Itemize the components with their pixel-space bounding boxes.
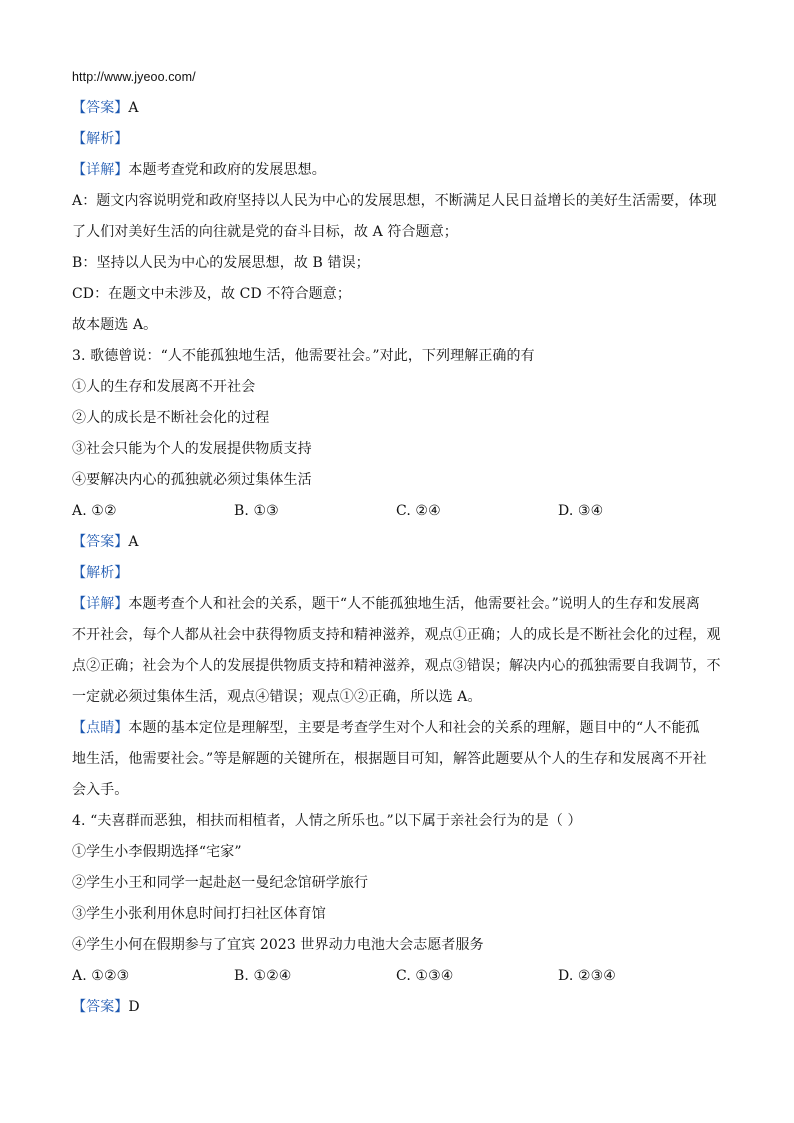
q3-comment-line-3: 会入手。	[72, 782, 129, 798]
q2-option-a-explanation-2: 了人们对美好生活的向往就是党的奋斗目标，故 A 符合题意；	[72, 224, 458, 240]
q3-option-b: B. ①③	[234, 503, 279, 519]
q2-answer-line	[72, 93, 724, 124]
q2-detail-line	[72, 155, 724, 186]
detail-tag: 【详解】	[72, 596, 129, 612]
answer-tag: 【答案】	[72, 534, 129, 550]
q4-item-4: ④学生小何在假期参与了宜宾 2023 世界动力电池大会志愿者服务	[72, 937, 484, 953]
detail-tag: 【详解】	[72, 162, 129, 178]
comment-text: 本题的基本定位是理解型，主要是考查学生对个人和社会的关系的理解，题目中的“人不能孤	[128, 720, 700, 736]
q4-stem: 4. “夫喜群而恶独，相扶而相植者，人情之所乐也。”以下属于亲社会行为的是（ ）	[72, 813, 582, 829]
q3-analysis-line	[72, 558, 724, 589]
q3-comment-line-2: 地生活，他需要社会。”等是解题的关键所在，根据题目可知，解答此题要从个人的生存和发展离不开社	[72, 751, 707, 767]
q4-answer-line	[72, 992, 724, 1023]
q4-option-b: B. ①②④	[234, 968, 292, 984]
q2-analysis-line	[72, 124, 724, 155]
q3-option-d: D. ③④	[558, 503, 604, 519]
detail-text: 本题考查党和政府的发展思想。	[128, 162, 326, 178]
answer-value: D	[128, 999, 140, 1015]
q4-option-a: A. ①②③	[72, 968, 130, 984]
q3-detail-line-1	[72, 589, 724, 620]
q3-options	[72, 496, 724, 527]
q4-item-1: ①学生小李假期选择“宅家”	[72, 844, 242, 860]
q4-item-2: ②学生小王和同学一起赴赵一曼纪念馆研学旅行	[72, 875, 369, 891]
q3-answer-line	[72, 527, 724, 558]
comment-tag: 【点睛】	[72, 720, 129, 736]
answer-tag: 【答案】	[72, 999, 129, 1015]
q4-option-c: C. ①③④	[396, 968, 454, 984]
q2-option-cd-explanation: CD：在题文中未涉及，故 CD 不符合题意；	[72, 286, 351, 302]
answer-tag: 【答案】	[72, 100, 129, 116]
detail-text: 本题考查个人和社会的关系，题干“人不能孤独地生活，他需要社会。”说明人的生存和发展离	[128, 596, 700, 612]
analysis-tag: 【解析】	[72, 131, 129, 147]
q4-options	[72, 961, 724, 992]
answer-value: A	[128, 100, 139, 116]
q3-option-a: A. ①②	[72, 503, 117, 519]
q3-item-3: ③社会只能为个人的发展提供物质支持	[72, 441, 312, 457]
q3-comment-line-1	[72, 713, 724, 744]
answer-value: A	[128, 534, 139, 550]
q3-detail-line-2: 不开社会，每个人都从社会中获得物质支持和精神滋养，观点①正确；人的成长是不断社会化的过程，观	[72, 627, 721, 643]
q3-option-c: C. ②④	[396, 503, 441, 519]
source-url: http://www.jyeoo.com/	[72, 70, 196, 84]
q2-option-b-explanation: B：坚持以人民为中心的发展思想，故 B 错误；	[72, 255, 370, 271]
q3-item-1: ①人的生存和发展离不开社会	[72, 379, 256, 395]
q2-option-a-explanation-1: A：题文内容说明党和政府坚持以人民为中心的发展思想，不断满足人民日益增长的美好生活需要，体现	[72, 193, 717, 209]
q3-item-2: ②人的成长是不断社会化的过程	[72, 410, 270, 426]
analysis-tag: 【解析】	[72, 565, 129, 581]
q4-item-3: ③学生小张利用休息时间打扫社区体育馆	[72, 906, 326, 922]
q2-conclusion: 故本题选 A。	[72, 317, 158, 333]
document-page	[72, 62, 724, 1023]
q3-stem: 3. 歌德曾说：“人不能孤独地生活，他需要社会。”对此，下列理解正确的有	[72, 348, 535, 364]
q4-option-d: D. ②③④	[558, 968, 616, 984]
q3-detail-line-4: 一定就必须过集体生活，观点④错误；观点①②正确，所以选 A。	[72, 689, 482, 705]
q3-item-4: ④要解决内心的孤独就必须过集体生活	[72, 472, 312, 488]
q3-detail-line-3: 点②正确；社会为个人的发展提供物质支持和精神滋养，观点③错误；解决内心的孤独需要自我调节，不	[72, 658, 721, 674]
